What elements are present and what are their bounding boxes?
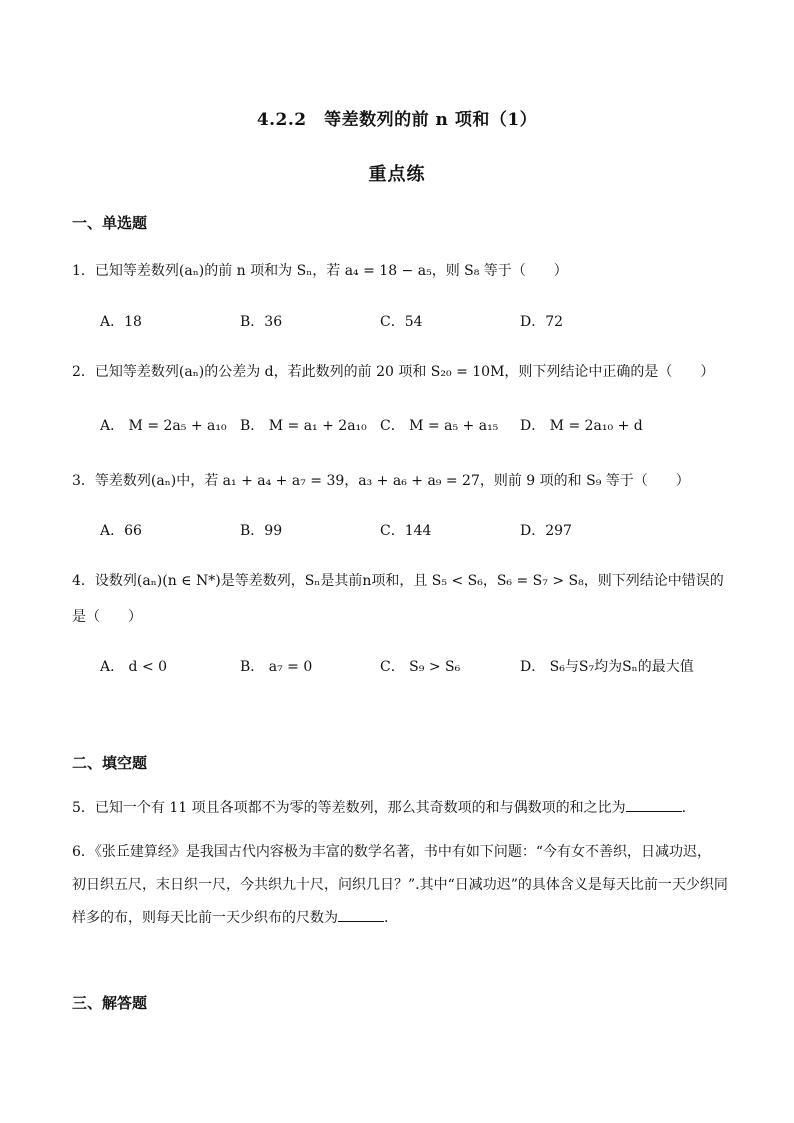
question-6-answer-blank[interactable] — [338, 909, 384, 922]
question-6-line-2: 初日织五尺，末日织一尺，今共织九十尺，问织几日？”.其中“日减功迟”的具体含义是每天比前一天少织同 — [72, 877, 728, 893]
question-1-option-b: B．36 — [240, 314, 283, 330]
page-subtitle: 重点练 — [368, 164, 426, 185]
question-5 — [72, 799, 686, 817]
question-2-stem: 2．已知等差数列(aₙ)的公差为 d，若此数列的前 20 项和 S₂₀ = 10M，则下列结论中正确的是（ ） — [72, 364, 715, 380]
question-4-option-a: A． d < 0 — [100, 659, 168, 675]
question-6-line-3: 样多的布，则每天比前一天少织布的尺数为 — [72, 910, 338, 926]
question-1-option-a: A．18 — [100, 314, 142, 330]
page-title: 4.2.2 等差数列的前 n 项和（1） — [256, 110, 538, 130]
question-5-answer-blank[interactable] — [626, 799, 682, 812]
section-heading-single-choice: 一、单选题 — [72, 214, 148, 232]
question-2-option-b: B． M = a₁ + 2a₁₀ — [240, 418, 367, 434]
question-4-option-c: C． S₉ > S₆ — [380, 659, 461, 675]
question-2-option-a: A． M = 2a₅ + a₁₀ — [100, 418, 227, 434]
question-1-option-d: D．72 — [520, 314, 564, 330]
question-4-stem-line-1: 4．设数列(aₙ)(n ∈ N*)是等差数列，Sₙ是其前n项和，且 S₅ < S₆，S₆ = S₇ > S₈，则下列结论中错误的 — [72, 573, 724, 589]
section-heading-solution: 三、解答题 — [72, 994, 148, 1012]
question-3-option-c: C．144 — [380, 523, 432, 539]
question-5-stem: 5．已知一个有 11 项且各项都不为零的等差数列，那么其奇数项的和与偶数项的和之比为 — [72, 800, 626, 816]
question-4-option-d: D． S₆与S₇均为Sₙ的最大值 — [520, 659, 694, 675]
question-2-option-d: D． M = 2a₁₀ + d — [520, 418, 643, 434]
question-3-option-a: A．66 — [100, 523, 142, 539]
section-heading-fill-blank: 二、填空题 — [72, 754, 148, 772]
question-6-tail: . — [384, 910, 389, 926]
question-4-option-b: B． a₇ = 0 — [240, 659, 313, 675]
question-1-option-c: C．54 — [380, 314, 423, 330]
question-3-stem: 3．等差数列(aₙ)中，若 a₁ + a₄ + a₇ = 39，a₃ + a₆ + a₉ = 27，则前 9 项的和 S₉ 等于（ ） — [72, 473, 690, 489]
question-4-stem-line-2: 是（ ） — [72, 609, 142, 625]
question-6-line-1: 6．《张丘建算经》是我国古代内容极为丰富的数学名著，书中有如下问题：“今有女不善织，日减功迟， — [72, 844, 712, 860]
question-3-option-b: B．99 — [240, 523, 283, 539]
question-1-stem: 1．已知等差数列(aₙ)的前 n 项和为 Sₙ，若 a₄ = 18 − a₅，则 S₈ 等于（ ） — [72, 263, 568, 279]
question-2-option-c: C． M = a₅ + a₁₅ — [380, 418, 499, 434]
question-3-option-d: D．297 — [520, 523, 572, 539]
question-5-tail: . — [681, 800, 687, 816]
question-6-line-3-wrapper — [72, 909, 388, 927]
